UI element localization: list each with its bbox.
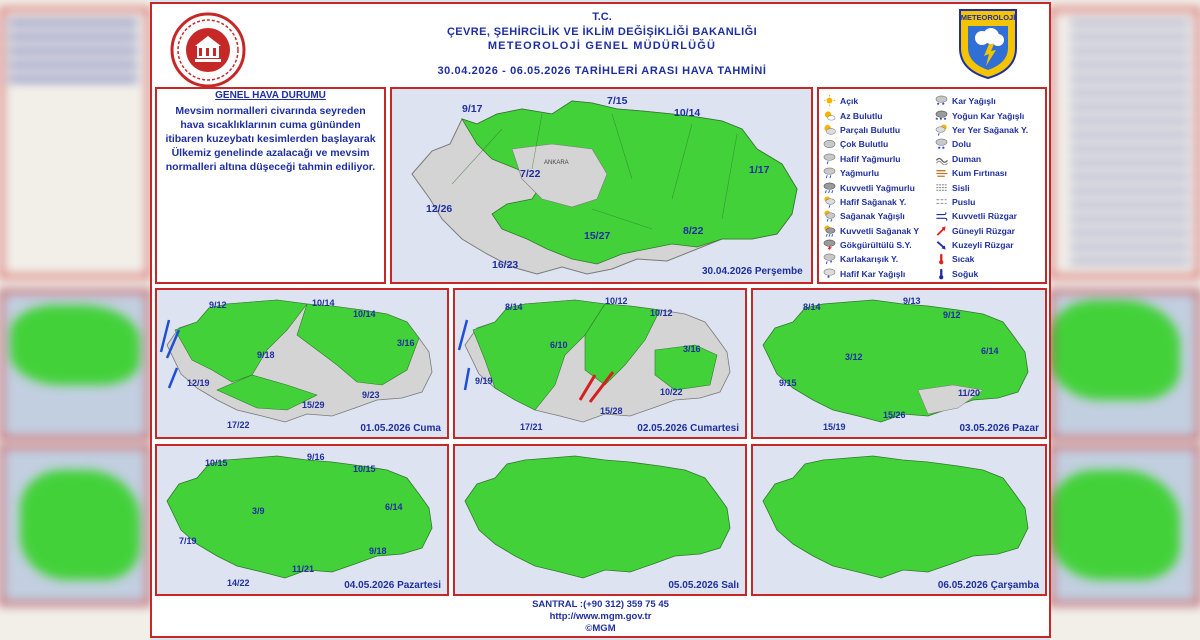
header-line-ministry: ÇEVRE, ŞEHİRCİLİK VE İKLİM DEĞİŞİKLİĞİ BAKANLIĞI xyxy=(446,26,758,38)
heavy-rain-icon xyxy=(823,182,836,194)
legend-label: Duman xyxy=(952,153,982,164)
legend-item xyxy=(935,238,1028,252)
meteoroloji-logo-icon xyxy=(958,8,1018,80)
background-right-blurred xyxy=(1050,0,1200,640)
temp-label: 15/28 xyxy=(600,406,623,416)
legend-label: Sağanak Yağışlı xyxy=(840,211,905,222)
legend-item xyxy=(935,166,1028,180)
legend-column-2 xyxy=(935,94,1028,281)
svg-text:*: * xyxy=(943,116,947,122)
svg-text:*: * xyxy=(941,102,945,108)
legend-item xyxy=(823,209,919,223)
temp-label: 9/18 xyxy=(257,350,275,360)
heavy-shower-icon xyxy=(823,225,836,237)
temp-label: 7/15 xyxy=(607,95,628,107)
header-line-directorate: METEOROLOJİ GENEL MÜDÜRLÜĞÜ xyxy=(487,40,717,52)
svg-text:*: * xyxy=(935,116,939,122)
legend-label: Karlakarışık Y. xyxy=(840,254,899,265)
sun-cloud-icon xyxy=(823,124,836,136)
poster-footer xyxy=(152,599,1049,635)
svg-text:*: * xyxy=(939,116,943,122)
map-date-label: 04.05.2026 Pazartesi xyxy=(344,580,441,591)
legend-label: Sisli xyxy=(952,182,970,193)
temp-label: 6/14 xyxy=(385,502,403,512)
legend-item xyxy=(823,238,919,252)
legend-item xyxy=(935,152,1028,166)
temp-label: 10/14 xyxy=(353,309,376,319)
snow-icon xyxy=(935,95,948,107)
north-wind-icon xyxy=(935,239,948,251)
temp-label: 3/16 xyxy=(683,344,701,354)
turkey-map-wednesday xyxy=(753,446,1045,594)
forecast-map-monday xyxy=(155,444,449,596)
temp-label: 15/29 xyxy=(302,400,325,410)
legend-item xyxy=(823,108,919,122)
temp-label: 9/18 xyxy=(369,546,387,556)
sleet-icon xyxy=(823,253,836,265)
temp-label: 9/12 xyxy=(209,300,227,310)
weather-forecast-poster xyxy=(150,2,1051,638)
legend-label: Hafif Kar Yağışlı xyxy=(840,268,906,279)
forecast-map-wednesday xyxy=(751,444,1047,596)
temp-label: 8/22 xyxy=(683,225,704,237)
temp-label: 10/12 xyxy=(650,308,673,318)
legend-item xyxy=(823,166,919,180)
temp-label: 9/23 xyxy=(362,390,380,400)
temp-label: 15/27 xyxy=(584,230,611,242)
temp-label: 3/9 xyxy=(252,506,265,516)
legend-item xyxy=(935,252,1028,266)
svg-text:*: * xyxy=(827,274,830,280)
temp-label: 10/22 xyxy=(660,387,683,397)
turkey-map-thursday xyxy=(392,89,811,282)
temp-label: 17/21 xyxy=(520,422,543,432)
light-rain-icon xyxy=(823,153,836,165)
temp-label: 9/13 xyxy=(903,296,921,306)
light-snow-icon xyxy=(823,268,836,280)
legend-item xyxy=(935,180,1028,194)
temp-label: 14/22 xyxy=(227,578,250,588)
temp-label: 10/14 xyxy=(312,298,335,308)
header-line-date-range: 30.04.2026 - 06.05.2026 TARİHLERİ ARASI HAVA TAHMİNİ xyxy=(437,65,767,77)
legend-item xyxy=(823,180,919,194)
forecast-map-thursday xyxy=(390,87,813,284)
legend-item xyxy=(935,267,1028,281)
legend-label: Çok Bulutlu xyxy=(840,139,889,150)
temp-label: 11/20 xyxy=(958,388,981,398)
light-shower-icon xyxy=(823,196,836,208)
cloud-icon xyxy=(823,138,836,150)
legend-item xyxy=(935,137,1028,151)
temp-label: 9/16 xyxy=(307,452,325,462)
map-date-label: 05.05.2026 Salı xyxy=(668,580,739,591)
legend-label: Gökgürültülü S.Y. xyxy=(840,240,912,251)
legend-item xyxy=(935,224,1028,238)
temp-label: 9/19 xyxy=(475,376,493,386)
legend-item xyxy=(823,123,919,137)
footer-copyright: ©MGM xyxy=(585,623,616,634)
temp-label: 9/17 xyxy=(462,103,483,115)
legend-item xyxy=(935,195,1028,209)
weather-legend-panel xyxy=(817,87,1047,284)
legend-label: Kuzeyli Rüzgar xyxy=(952,240,1014,251)
temp-label: 17/22 xyxy=(227,420,250,430)
legend-item xyxy=(823,224,919,238)
temp-label: 10/15 xyxy=(353,464,376,474)
forecast-map-tuesday xyxy=(453,444,747,596)
legend-label: Hafif Yağmurlu xyxy=(840,153,901,164)
temp-label: 9/12 xyxy=(943,310,961,320)
city-label-ankara: ANKARA xyxy=(544,160,569,166)
cold-icon xyxy=(935,268,948,280)
legend-label: Kar Yağışlı xyxy=(952,96,996,107)
legend-label: Dolu xyxy=(952,139,972,150)
fog-icon xyxy=(935,182,948,194)
turkey-map-friday xyxy=(157,290,447,437)
sun-small-cloud-icon xyxy=(823,110,836,122)
hail-icon xyxy=(935,138,948,150)
ministry-logo-icon xyxy=(170,12,246,88)
temp-label: 6/14 xyxy=(981,346,999,356)
legend-label: Kuvvetli Rüzgar xyxy=(952,211,1017,222)
temp-label: 7/22 xyxy=(520,168,541,180)
header-line-tc: T.C. xyxy=(592,11,612,23)
general-weather-summary-panel xyxy=(155,87,386,284)
hot-icon xyxy=(935,253,948,265)
temp-label: 15/19 xyxy=(823,422,846,432)
poster-header xyxy=(152,4,1049,90)
temp-label: 10/12 xyxy=(605,296,628,306)
svg-text:*: * xyxy=(936,102,940,108)
legend-label: Güneyli Rüzgar xyxy=(952,225,1016,236)
legend-label: Yağmurlu xyxy=(840,168,880,179)
local-shower-icon xyxy=(935,124,948,136)
footer-phone: SANTRAL :(+90 312) 359 75 45 xyxy=(532,599,669,610)
map-date-label: 01.05.2026 Cuma xyxy=(360,423,441,434)
svg-text:*: * xyxy=(829,261,833,266)
legend-item xyxy=(823,94,919,108)
map-date-label: 02.05.2026 Cumartesi xyxy=(637,423,739,434)
mist-icon xyxy=(935,196,948,208)
temp-label: 16/23 xyxy=(492,259,519,271)
legend-column-1 xyxy=(823,94,919,281)
shower-icon xyxy=(823,210,836,222)
temp-label: 10/14 xyxy=(674,107,701,119)
temp-label: 8/14 xyxy=(505,302,523,312)
forecast-map-saturday xyxy=(453,288,747,439)
legend-item xyxy=(823,252,919,266)
sun-icon xyxy=(823,95,836,107)
legend-item xyxy=(823,137,919,151)
legend-label: Parçalı Bulutlu xyxy=(840,124,901,135)
legend-item xyxy=(935,123,1028,137)
summary-title: GENEL HAVA DURUMU xyxy=(215,90,326,101)
legend-label: Hafif Sağanak Y. xyxy=(840,196,907,207)
legend-label: Kuvvetli Yağmurlu xyxy=(840,182,915,193)
temp-label: 8/14 xyxy=(803,302,821,312)
legend-label: Soğuk xyxy=(952,268,979,279)
legend-item xyxy=(823,195,919,209)
temp-label: 6/10 xyxy=(550,340,568,350)
turkey-map-tuesday xyxy=(455,446,745,594)
thunderstorm-icon xyxy=(823,239,836,251)
legend-label: Açık xyxy=(840,96,859,107)
summary-text: Mevsim normalleri civarında seyreden hava sıcaklıklarının cuma gününden itibaren kuzeybatı kesimlerden başlayarak Ülkemiz genelinde azalacağı ve mevsim normalleri altına düşeceği tahmin ediliyor. xyxy=(165,105,376,173)
legend-label: Puslu xyxy=(952,196,976,207)
legend-item xyxy=(935,209,1028,223)
sandstorm-icon xyxy=(935,167,948,179)
temp-label: 9/15 xyxy=(779,378,797,388)
temp-label: 3/16 xyxy=(397,338,415,348)
legend-item xyxy=(935,94,1028,108)
heavy-snow-icon xyxy=(935,110,948,122)
south-wind-icon xyxy=(935,225,948,237)
map-date-label: 03.05.2026 Pazar xyxy=(959,423,1039,434)
temp-label: 3/12 xyxy=(845,352,863,362)
forecast-map-friday xyxy=(155,288,449,439)
temp-label: 12/26 xyxy=(426,203,453,215)
background-left-blurred xyxy=(0,0,150,640)
legend-label: Yer Yer Sağanak Y. xyxy=(952,124,1029,135)
footer-website-link[interactable]: http://www.mgm.gov.tr xyxy=(549,611,652,622)
legend-label: Sıcak xyxy=(952,254,975,265)
temp-label: 10/15 xyxy=(205,458,228,468)
temp-label: 12/19 xyxy=(187,378,210,388)
legend-label: Yoğun Kar Yağışlı xyxy=(952,110,1025,121)
legend-label: Kum Fırtınası xyxy=(952,168,1007,179)
temp-label: 1/17 xyxy=(749,164,770,176)
temp-label: 11/21 xyxy=(292,564,315,574)
legend-item xyxy=(823,152,919,166)
legend-item xyxy=(823,267,919,281)
temp-label: 15/26 xyxy=(883,410,906,420)
forecast-map-sunday xyxy=(751,288,1047,439)
legend-label: Kuvvetli Sağanak Y xyxy=(840,225,920,236)
meteoroloji-logo-text: METEOROLOJİ xyxy=(960,13,1016,22)
map-date-label: 06.05.2026 Çarşamba xyxy=(937,580,1039,591)
smoke-icon xyxy=(935,153,948,165)
legend-label: Az Bulutlu xyxy=(840,110,883,121)
rain-icon xyxy=(823,167,836,179)
strong-wind-icon xyxy=(935,210,948,222)
legend-item xyxy=(935,108,1028,122)
map-date-label: 30.04.2026 Perşembe xyxy=(702,266,803,277)
temp-label: 7/19 xyxy=(179,536,197,546)
